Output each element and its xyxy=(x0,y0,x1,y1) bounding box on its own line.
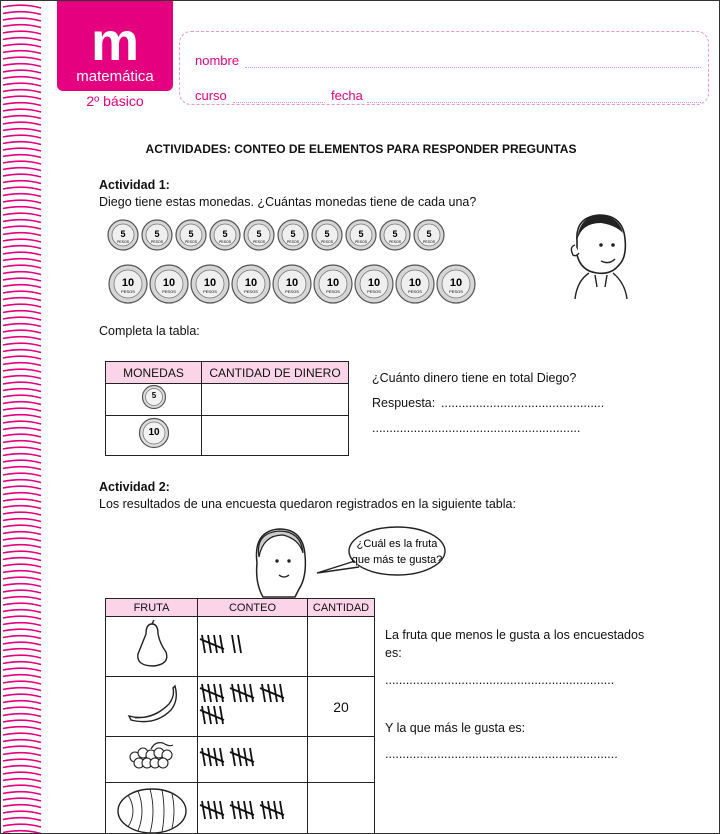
spiral-loop xyxy=(3,38,41,41)
spiral-loop xyxy=(3,421,41,424)
fruit-table xyxy=(105,598,375,834)
tally-cell xyxy=(198,617,308,677)
spiral-loop xyxy=(3,779,41,782)
spiral-loop xyxy=(3,428,41,431)
girl-illustration xyxy=(251,523,451,599)
spiral-loop xyxy=(3,519,41,522)
spiral-loop xyxy=(3,642,41,645)
spiral-loop xyxy=(3,200,41,203)
fruit-table-header-tally: CONTEO xyxy=(198,599,308,617)
tally-mark xyxy=(232,635,235,653)
spiral-loop xyxy=(3,551,41,554)
coin-10-icon xyxy=(191,265,229,303)
svg-text:PESOS: PESOS xyxy=(252,240,266,244)
tally-mark xyxy=(238,635,241,653)
spiral-loop xyxy=(3,265,41,268)
spiral-loop xyxy=(3,44,41,47)
spiral-loop xyxy=(3,174,41,177)
spiral-loop xyxy=(3,64,41,67)
activity1-heading: Actividad 1: xyxy=(99,178,170,192)
spiral-loop xyxy=(3,499,41,502)
tally-mark xyxy=(250,684,253,702)
spiral-loop xyxy=(3,18,41,21)
spiral-loop xyxy=(3,584,41,587)
question1-line2: es: xyxy=(385,646,402,660)
coins-table-header-amount: CANTIDAD DE DINERO xyxy=(202,362,349,384)
question1-line1: La fruta que menos le gusta a los encuestados xyxy=(385,628,645,642)
svg-text:5: 5 xyxy=(290,229,296,239)
tally-mark xyxy=(232,801,235,819)
spiral-loop xyxy=(3,181,41,184)
spiral-loop xyxy=(3,330,41,333)
tally-mark xyxy=(244,748,247,766)
tally-mark xyxy=(214,801,217,819)
tally-mark xyxy=(202,706,205,724)
coins-table xyxy=(105,361,349,456)
spiral-loop xyxy=(3,239,41,242)
spiral-loop xyxy=(3,662,41,665)
spiral-loop xyxy=(3,460,41,463)
amount-cell[interactable] xyxy=(308,737,375,783)
tally-marks xyxy=(198,737,306,777)
coins-table-header-coins: MONEDAS xyxy=(106,362,202,384)
coin-10-icon xyxy=(232,265,270,303)
page-title: ACTIVIDADES: CONTEO DE ELEMENTOS PARA RESPONDER PREGUNTAS xyxy=(145,142,577,156)
tally-mark xyxy=(244,684,247,702)
tally-cell xyxy=(198,737,308,783)
svg-text:5: 5 xyxy=(392,229,398,239)
spiral-loop xyxy=(3,636,41,639)
svg-text:10: 10 xyxy=(326,277,340,289)
spiral-loop xyxy=(3,408,41,411)
svg-text:PESOS: PESOS xyxy=(218,240,232,244)
spiral-loop xyxy=(3,324,41,327)
date-field[interactable] xyxy=(367,102,701,103)
activity1-prompt: Diego tiene estas monedas. ¿Cuántas monedas tiene de cada una? xyxy=(99,195,477,209)
amount-cell[interactable] xyxy=(308,617,375,677)
tally-mark xyxy=(280,684,283,702)
spiral-loop xyxy=(3,831,41,834)
spiral-loop xyxy=(3,96,41,99)
spiral-loop xyxy=(3,369,41,372)
spiral-loop xyxy=(3,811,41,814)
tally-mark xyxy=(220,706,223,724)
spiral-loop xyxy=(3,447,41,450)
spiral-loop xyxy=(3,766,41,769)
svg-text:10: 10 xyxy=(121,277,135,289)
svg-text:PESOS: PESOS xyxy=(326,289,340,294)
spiral-loop xyxy=(3,655,41,658)
tally-mark xyxy=(274,801,277,819)
spiral-loop xyxy=(3,454,41,457)
spiral-loop xyxy=(3,668,41,671)
svg-text:5: 5 xyxy=(222,229,228,239)
spiral-loop xyxy=(3,538,41,541)
activity1-question: ¿Cuánto dinero tiene en total Diego? xyxy=(372,371,577,385)
spiral-loop xyxy=(3,746,41,749)
coin-5-icon xyxy=(141,384,167,410)
table-row xyxy=(106,783,375,834)
bubble-line-1: ¿Cuál es la fruta xyxy=(356,538,438,550)
svg-text:PESOS: PESOS xyxy=(449,289,463,294)
question1-answer-field[interactable]: .................................................................. xyxy=(385,673,615,687)
spiral-loop xyxy=(3,649,41,652)
student-info-frame xyxy=(179,31,709,105)
spiral-loop xyxy=(3,824,41,827)
spiral-loop xyxy=(3,688,41,691)
name-field[interactable] xyxy=(245,67,701,68)
spiral-loop xyxy=(3,805,41,808)
spiral-loop xyxy=(3,90,41,93)
spiral-loop xyxy=(3,12,41,15)
spiral-loop xyxy=(3,493,41,496)
coin-10-icon xyxy=(396,265,434,303)
fruit-cell xyxy=(106,677,198,737)
spiral-loop xyxy=(3,480,41,483)
tally-mark xyxy=(220,684,223,702)
spiral-loop xyxy=(3,753,41,756)
amount-cell[interactable]: 20 xyxy=(308,677,375,737)
spiral-loop xyxy=(3,304,41,307)
spiral-loop xyxy=(3,720,41,723)
spiral-loop xyxy=(3,506,41,509)
coin-5-icon xyxy=(380,220,410,250)
tally-mark xyxy=(214,684,217,702)
activity2-heading: Actividad 2: xyxy=(99,480,170,494)
coin-5-icon xyxy=(142,220,172,250)
svg-text:PESOS: PESOS xyxy=(184,240,198,244)
spiral-loop xyxy=(3,733,41,736)
banana-icon xyxy=(125,684,179,724)
fruit-cell xyxy=(106,617,198,677)
spiral-loop xyxy=(3,467,41,470)
tally-mark xyxy=(220,801,223,819)
svg-text:5: 5 xyxy=(154,229,160,239)
boy-illustration xyxy=(567,211,633,301)
coin-10-icon xyxy=(150,265,188,303)
svg-text:PESOS: PESOS xyxy=(320,240,334,244)
grapes-icon xyxy=(125,739,179,775)
spiral-loop xyxy=(3,772,41,775)
grade-label: 2º básico xyxy=(86,93,144,109)
course-field[interactable] xyxy=(233,102,325,103)
svg-text:5: 5 xyxy=(188,229,194,239)
svg-text:PESOS: PESOS xyxy=(203,289,217,294)
spiral-loop xyxy=(3,343,41,346)
spiral-loop xyxy=(3,259,41,262)
svg-text:5: 5 xyxy=(324,229,330,239)
svg-text:5: 5 xyxy=(358,229,364,239)
svg-text:PESOS: PESOS xyxy=(162,289,176,294)
spiral-loop xyxy=(3,103,41,106)
question2-answer-field[interactable]: ................................................................... xyxy=(385,747,618,761)
svg-text:PESOS: PESOS xyxy=(388,240,402,244)
spiral-loop xyxy=(3,363,41,366)
spiral-loop xyxy=(3,603,41,606)
spiral-loop xyxy=(3,610,41,613)
svg-text:5: 5 xyxy=(426,229,432,239)
coin-5-icon xyxy=(414,220,444,250)
spiral-loop xyxy=(3,597,41,600)
spiral-loop xyxy=(3,616,41,619)
answer-label: Respuesta: xyxy=(372,396,436,410)
svg-text:PESOS: PESOS xyxy=(244,289,258,294)
spiral-loop xyxy=(3,681,41,684)
coins-illustration xyxy=(101,217,481,307)
spiral-loop xyxy=(3,792,41,795)
coin5-amount-input[interactable] xyxy=(202,384,349,416)
spiral-loop xyxy=(3,727,41,730)
svg-text:PESOS: PESOS xyxy=(408,289,422,294)
svg-text:10: 10 xyxy=(147,427,160,438)
spiral-loop xyxy=(3,564,41,567)
spiral-loop xyxy=(3,213,41,216)
coin10-amount-input[interactable] xyxy=(202,416,349,456)
spiral-loop xyxy=(3,122,41,125)
table-row xyxy=(106,617,375,677)
spiral-loop xyxy=(3,272,41,275)
spiral-loop xyxy=(3,226,41,229)
spiral-loop xyxy=(3,382,41,385)
logo xyxy=(57,1,173,109)
spiral-loop xyxy=(3,441,41,444)
coin10-cell xyxy=(106,416,202,456)
fruit-cell xyxy=(106,783,198,834)
coin-10-icon xyxy=(314,265,352,303)
svg-text:PESOS: PESOS xyxy=(354,240,368,244)
spiral-loop xyxy=(3,759,41,762)
tally-marks xyxy=(198,783,306,834)
tally-mark xyxy=(202,748,205,766)
coin-5-icon xyxy=(312,220,342,250)
spiral-loop xyxy=(3,525,41,528)
spiral-loop xyxy=(3,5,41,8)
spiral-loop xyxy=(3,25,41,28)
tally-mark xyxy=(220,748,223,766)
spiral-loop xyxy=(3,415,41,418)
tally-mark xyxy=(280,801,283,819)
spiral-loop xyxy=(3,317,41,320)
coin-5-icon xyxy=(176,220,206,250)
activity1-instruction: Completa la tabla: xyxy=(99,324,200,338)
spiral-loop xyxy=(3,291,41,294)
date-label: fecha xyxy=(331,88,363,103)
coin-5-icon xyxy=(278,220,308,250)
spiral-loop xyxy=(3,252,41,255)
tally-marks xyxy=(198,617,306,671)
spiral-loop xyxy=(3,233,41,236)
spiral-loop xyxy=(3,512,41,515)
activity2-prompt: Los resultados de una encuesta quedaron registrados en la siguiente tabla: xyxy=(99,497,516,511)
spiral-loop xyxy=(3,590,41,593)
tally-mark xyxy=(232,684,235,702)
svg-text:10: 10 xyxy=(285,277,299,289)
spiral-loop xyxy=(3,109,41,112)
course-label: curso xyxy=(195,88,227,103)
spiral-loop xyxy=(3,57,41,60)
svg-text:PESOS: PESOS xyxy=(150,240,164,244)
spiral-loop xyxy=(3,77,41,80)
spiral-loop xyxy=(3,701,41,704)
pear-icon xyxy=(132,620,172,668)
tally-mark xyxy=(274,684,277,702)
coin-5-icon xyxy=(346,220,376,250)
spiral-loop xyxy=(3,31,41,34)
spiral-loop xyxy=(3,135,41,138)
spiral-loop xyxy=(3,246,41,249)
spiral-loop xyxy=(3,714,41,717)
svg-text:5: 5 xyxy=(151,391,156,400)
fruit-table-header-amount: CANTIDAD xyxy=(308,599,375,617)
spiral-loop xyxy=(3,129,41,132)
fruit-cell xyxy=(106,737,198,783)
svg-text:PESOS: PESOS xyxy=(116,240,130,244)
svg-text:10: 10 xyxy=(162,277,176,289)
spiral-loop xyxy=(3,220,41,223)
svg-text:PESOS: PESOS xyxy=(121,289,135,294)
svg-text:10: 10 xyxy=(367,277,381,289)
spiral-loop xyxy=(3,395,41,398)
logo-word: matemática xyxy=(76,68,154,85)
spiral-loop xyxy=(3,116,41,119)
spiral-loop xyxy=(3,694,41,697)
svg-text:PESOS: PESOS xyxy=(367,289,381,294)
watermelon-icon xyxy=(114,785,190,834)
spiral-loop xyxy=(3,285,41,288)
spiral-loop xyxy=(3,486,41,489)
coin-10-icon xyxy=(273,265,311,303)
spiral-loop xyxy=(3,51,41,54)
spiral-loop xyxy=(3,298,41,301)
svg-text:5: 5 xyxy=(256,229,262,239)
spiral-binding xyxy=(1,1,47,834)
svg-text:10: 10 xyxy=(203,277,217,289)
answer-field[interactable]: ............................................... xyxy=(441,396,605,410)
tally-mark xyxy=(214,748,217,766)
spiral-loop xyxy=(3,623,41,626)
svg-text:PESOS: PESOS xyxy=(422,240,436,244)
bubble-line-2: que más te gusta? xyxy=(351,554,443,566)
coin5-cell xyxy=(106,384,202,416)
tally-mark xyxy=(244,801,247,819)
svg-text:10: 10 xyxy=(449,277,463,289)
spiral-loop xyxy=(3,376,41,379)
spiral-loop xyxy=(3,473,41,476)
tally-mark xyxy=(220,635,223,653)
spiral-loop xyxy=(3,70,41,73)
tally-mark xyxy=(202,684,205,702)
logo-badge xyxy=(57,1,173,91)
coin-10-icon xyxy=(138,417,170,449)
spiral-loop xyxy=(3,558,41,561)
tally-mark xyxy=(232,748,235,766)
spiral-loop xyxy=(3,402,41,405)
tally-cell xyxy=(198,783,308,834)
svg-text:5: 5 xyxy=(120,229,126,239)
fruit-table-header-fruit: FRUTA xyxy=(106,599,198,617)
spiral-loop xyxy=(3,337,41,340)
spiral-loop xyxy=(3,83,41,86)
spiral-loop xyxy=(3,194,41,197)
name-label: nombre xyxy=(195,53,240,68)
spiral-loop xyxy=(3,740,41,743)
tally-mark xyxy=(214,706,217,724)
spiral-loop xyxy=(3,707,41,710)
coin-10-icon xyxy=(355,265,393,303)
tally-mark xyxy=(202,635,205,653)
coin-5-icon xyxy=(244,220,274,250)
spiral-loop xyxy=(3,785,41,788)
spiral-loop xyxy=(3,532,41,535)
spiral-loop xyxy=(3,389,41,392)
spiral-loop xyxy=(3,350,41,353)
spiral-loop xyxy=(3,278,41,281)
svg-text:PESOS: PESOS xyxy=(285,289,299,294)
spiral-loop xyxy=(3,168,41,171)
tally-mark xyxy=(262,801,265,819)
coin-5-icon xyxy=(210,220,240,250)
spiral-loop xyxy=(3,311,41,314)
spiral-loop xyxy=(3,356,41,359)
spiral-loop xyxy=(3,629,41,632)
table-row xyxy=(106,737,375,783)
tally-mark xyxy=(250,748,253,766)
svg-text:PESOS: PESOS xyxy=(286,240,300,244)
table-row xyxy=(106,677,375,737)
tally-mark xyxy=(250,801,253,819)
spiral-loop xyxy=(3,187,41,190)
tally-mark xyxy=(214,635,217,653)
spiral-loop xyxy=(3,571,41,574)
amount-cell[interactable] xyxy=(308,783,375,834)
logo-letter: m xyxy=(90,12,139,72)
answer-field-2[interactable]: ............................................................ xyxy=(372,421,581,435)
spiral-loop xyxy=(3,577,41,580)
coin-10-icon xyxy=(437,265,475,303)
svg-text:10: 10 xyxy=(408,277,422,289)
spiral-loop xyxy=(3,207,41,210)
spiral-loop xyxy=(3,818,41,821)
coin-10-icon xyxy=(109,265,147,303)
coin-5-icon xyxy=(108,220,138,250)
spiral-loop xyxy=(3,675,41,678)
tally-mark xyxy=(202,801,205,819)
spiral-loop xyxy=(3,545,41,548)
spiral-loop xyxy=(3,434,41,437)
tally-cell xyxy=(198,677,308,737)
tally-mark xyxy=(262,684,265,702)
tally-marks xyxy=(198,677,306,731)
question2: Y la que más le gusta es: xyxy=(385,721,526,735)
spiral-loop xyxy=(3,161,41,164)
svg-text:10: 10 xyxy=(244,277,258,289)
spiral-loop xyxy=(3,798,41,801)
